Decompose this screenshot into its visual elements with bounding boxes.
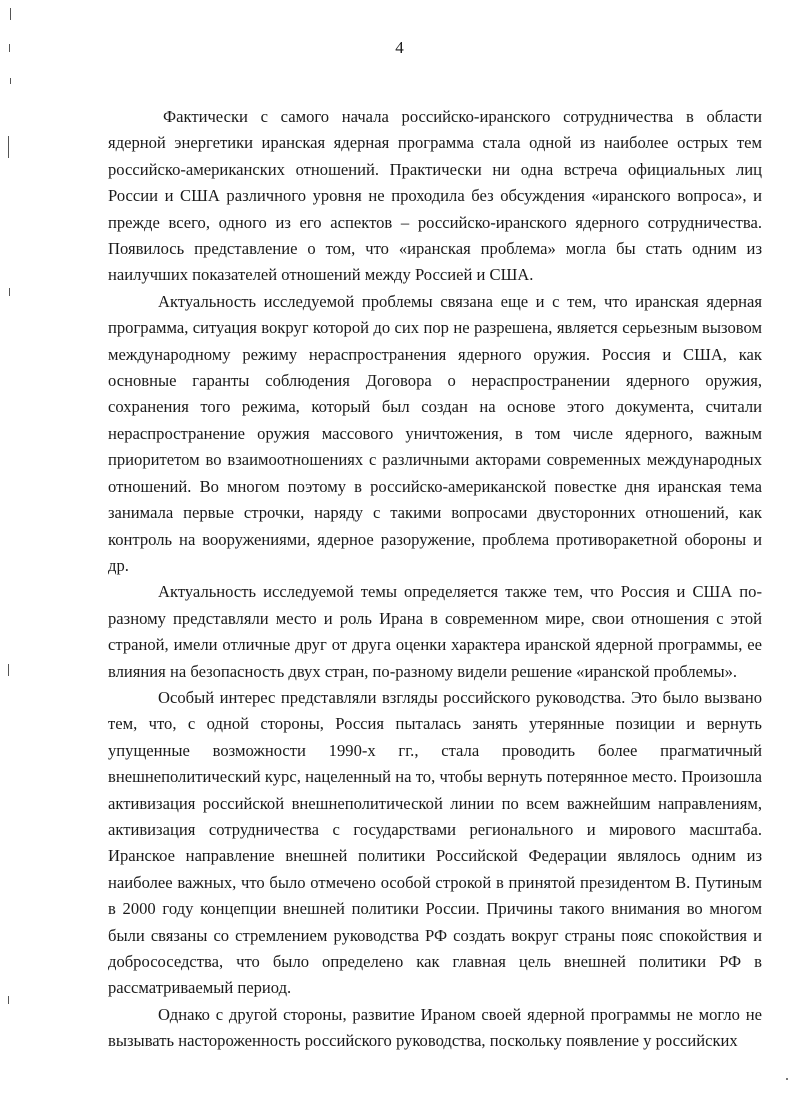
- page-number: 4: [395, 38, 404, 57]
- scan-corner-mark: [786, 1078, 788, 1080]
- body-text: [108, 104, 762, 1055]
- scan-margin-mark: [10, 8, 11, 20]
- paragraph-4: Особый интерес представляли взгляды российского руководства. Это было вызвано тем, что, с одной стороны, Россия пыталась занять утерянные позиции и вернуть упущенные возможности 1990-х гг., стала проводить более прагматичный внешнеполитический курс, нацеленный на то, чтобы вернуть потерянное место. Произошла активизация российской внешнеполитической линии по всем важнейшим направлениям, активизация сотрудничества с государствами регионального и мирового масштаба. Иранское направление внешней политики Российской Федерации являлось одним из наиболее важных, что было отмечено особой строкой в принятой президентом В. Путиным в 2000 году концепции внешней политики России. Причины такого внимания во многом были связаны со стремлением руководства РФ создать вокруг страны пояс спокойствия и добрососедства, что было определено как главная цель внешней политики РФ в рассматриваемый период.: [108, 687, 762, 998]
- paragraph-5: Однако с другой стороны, развитие Ираном своей ядерной программы не могло не вызывать настороженность российского руководства, поскольку появление у российских: [108, 1004, 762, 1051]
- paragraph-1: Фактически с самого начала российско-иранского сотрудничества в области ядерной энергетики иранская ядерная программа стала одной из наиболее острых тем российско-американских отношений. Практически ни одна встреча официальных лиц России и США различного уровня не проходила без обсуждения «иранского вопроса», и прежде всего, одного из его аспектов – российско-иранского ядерного сотрудничества. Появилось представление о том, что «иранская проблема» могла бы стать одним из наилучших показателей отношений между Россией и США.: [108, 107, 762, 285]
- scan-margin-mark: [8, 664, 9, 676]
- paragraph-3: Актуальность исследуемой темы определяется также тем, что Россия и США по-разному представляли место и роль Ирана в современном мире, свои отношения с этой страной, имели отличные друг от друга оценки характера иранской ядерной программы, ее влияния на безопасность двух стран, по-разному видели решение «иранской проблемы».: [108, 582, 762, 681]
- scan-margin-mark: [10, 78, 11, 84]
- paragraph-2: Актуальность исследуемой проблемы связана еще и с тем, что иранская ядерная программа, ситуация вокруг которой до сих пор не разрешена, является серьезным вызовом международному режиму нераспространения ядерного оружия. Россия и США, как основные гаранты соблюдения Договора о нераспространении ядерного оружия, сохранения того режима, который был создан на основе этого документа, считали нераспространение оружия массового уничтожения, в том числе ядерного, важным приоритетом во взаимоотношениях с различными акторами современных международных отношений. Во многом поэтому в российско-американской повестке дня иранская тема занимала первые строчки, наряду с такими вопросами двусторонних отношений, как контроль на вооружениями, ядерное разоружение, проблема противоракетной обороны и др.: [108, 291, 762, 575]
- scan-margin-mark: [8, 996, 9, 1004]
- scan-margin-mark: [8, 136, 9, 158]
- scan-margin-mark: [9, 288, 10, 296]
